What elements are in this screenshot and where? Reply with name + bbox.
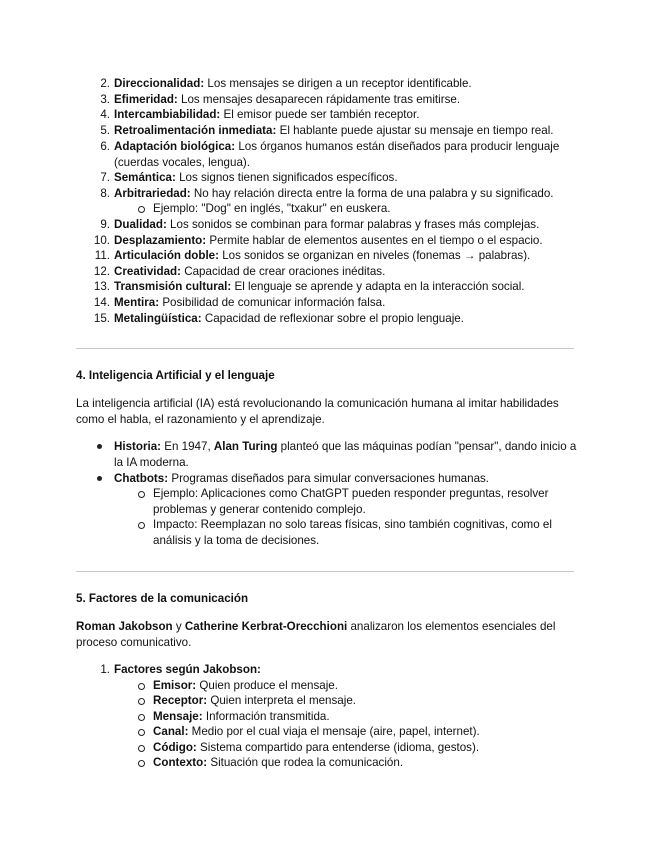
section-4-heading: 4. Inteligencia Artificial y el lenguaje: [76, 369, 275, 382]
list-item: 6. Adaptación biológica: Los órganos humanos están diseñados para producir lenguaje (cuerdas vocales, lengua).: [100, 140, 560, 169]
chatbots-bullet: Chatbots: Programas diseñados para simular conversaciones humanas.: [114, 471, 579, 487]
list-item: 5. Retroalimentación inmediata: El hablante puede ajustar su mensaje en tiempo real.: [100, 124, 554, 137]
factor-item: Canal: Medio por el cual viaja el mensaje (aire, papel, internet).: [153, 724, 583, 740]
list-item: 11. Articulación doble: Los sonidos se organizan en niveles (fonemas → palabras).: [94, 249, 531, 262]
list-item: 2. Direccionalidad: Los mensajes se dirigen a un receptor identificable.: [100, 77, 472, 90]
section-5-intro: Roman Jakobson y Catherine Kerbrat-Orecchioni analizaron los elementos esenciales del proceso comunicativo.: [76, 620, 556, 649]
section-divider: [76, 348, 574, 349]
list-item: 10. Desplazamiento: Permite hablar de elementos ausentes en el tiempo o el espacio.: [93, 234, 543, 247]
section-divider: [76, 571, 574, 572]
jakobson-factors-item: 1. Factores según Jakobson:: [100, 663, 261, 676]
factor-item: Receptor: Quien interpreta el mensaje.: [153, 693, 583, 709]
section-4-intro: La inteligencia artificial (IA) está revolucionando la comunicación humana al imitar habilidades como el habla, el razonamiento y el aprendizaje.: [76, 397, 559, 426]
factor-item: Código: Sistema compartido para entenderse (idioma, gestos).: [153, 740, 583, 756]
list-item: 8. Arbitrariedad: No hay relación directa entre la forma de una palabra y su significado.: [100, 187, 554, 200]
example-sub-item: Ejemplo: "Dog" en inglés, "txakur" en euskera.: [153, 201, 583, 217]
list-item: 7. Semántica: Los signos tienen significados específicos.: [100, 171, 398, 184]
factor-item: Mensaje: Información transmitida.: [153, 709, 583, 725]
chatbots-impact: Impacto: Reemplazan no solo tareas físicas, sino también cognitivas, como el análisis y la toma de decisiones.: [153, 517, 583, 548]
section-5-heading: 5. Factores de la comunicación: [76, 592, 249, 605]
chatbots-example: Ejemplo: Aplicaciones como ChatGPT pueden responder preguntas, resolver problemas y generar contenido complejo.: [153, 486, 583, 517]
factor-item: Emisor: Quien produce el mensaje.: [153, 678, 583, 694]
list-item: 14. Mentira: Posibilidad de comunicar información falsa.: [93, 296, 386, 309]
factor-item: Contexto: Situación que rodea la comunicación.: [153, 755, 583, 771]
list-item: 9. Dualidad: Los sonidos se combinan para formar palabras y frases más complejas.: [100, 218, 540, 231]
list-item: 4. Intercambiabilidad: El emisor puede ser también receptor.: [100, 108, 420, 121]
list-item: 15. Metalingüística: Capacidad de reflexionar sobre el propio lenguaje.: [93, 312, 464, 325]
historia-bullet: Historia: En 1947, Alan Turing planteó que las máquinas podían "pensar", dando inicio a la IA moderna.: [114, 439, 579, 470]
list-item: 3. Efimeridad: Los mensajes desaparecen rápidamente tras emitirse.: [100, 93, 461, 106]
list-item: 13. Transmisión cultural: El lenguaje se aprende y adapta en la interacción social.: [93, 280, 525, 293]
list-item: 12. Creatividad: Capacidad de crear oraciones inéditas.: [93, 265, 386, 278]
